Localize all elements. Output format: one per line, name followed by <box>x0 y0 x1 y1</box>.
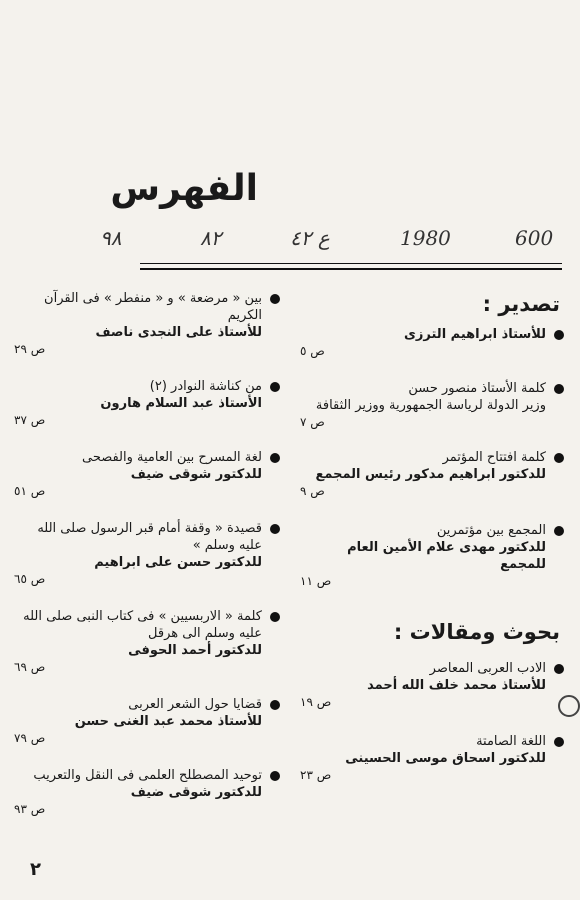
header-rule-thin <box>140 263 562 264</box>
entry-title: المجمع بين مؤتمرين <box>436 523 546 538</box>
entry-page: ص ٢٩ <box>14 342 46 356</box>
entry-title: من كناشة النوادر (٢) <box>149 379 262 394</box>
entry-author: للدكتور ابراهيم مدكور رئيس المجمع <box>315 467 546 482</box>
page-title: الفهرس <box>110 168 258 209</box>
toc-entry <box>14 608 284 676</box>
entry-author: الأستاذ عبد السلام هارون <box>100 396 262 411</box>
bullet-icon <box>554 330 564 340</box>
handwritten-note-1: 600 <box>515 226 554 250</box>
entry-author: للدكتور اسحاق موسى الحسينى <box>345 751 546 766</box>
bullet-icon <box>554 384 564 394</box>
entry-author: للدكتور شوقى ضيف <box>130 785 262 800</box>
entry-title: لغة المسرح بين العامية والفصحى <box>81 450 262 465</box>
toc-entry <box>14 290 284 358</box>
bullet-icon <box>270 382 280 392</box>
entry-page: ص ١١ <box>300 574 332 588</box>
bullet-icon <box>270 700 280 710</box>
entry-title: قضايا حول الشعر العربى <box>128 697 262 712</box>
handwritten-note-5: ٩٨ <box>100 226 122 250</box>
bullet-icon <box>554 664 564 674</box>
toc-entry <box>300 660 568 711</box>
section-heading-research: بحوث ومقالات : <box>393 620 560 644</box>
entry-author: للدكتور شوقى ضيف <box>130 467 262 482</box>
toc-entry <box>300 380 568 431</box>
entry-author: للدكتور مهدى علام الأمين العام للمجمع <box>347 540 546 572</box>
handwritten-note-4: ٨٢ <box>200 226 222 250</box>
toc-entry <box>300 733 568 784</box>
toc-entry <box>14 449 284 500</box>
entry-title: قصيدة « وقفة أمام قبر الرسول صلى الله عليه وسلم » <box>37 521 262 553</box>
entry-author: للأستاذ على النجدى ناصف <box>95 325 262 340</box>
toc-entry <box>300 326 568 360</box>
toc-entry <box>300 522 568 590</box>
bullet-icon <box>270 524 280 534</box>
header-rule-thick <box>140 268 562 270</box>
entry-author: للأستاذ محمد خلف الله أحمد <box>367 678 546 693</box>
toc-entry <box>14 378 284 429</box>
toc-entry <box>14 767 284 818</box>
entry-title: الادب العربى المعاصر <box>429 661 546 676</box>
toc-entry <box>14 520 284 588</box>
entry-title: بين « مرضعة » و « منفطر » فى القرآن الكريم <box>44 291 262 323</box>
entry-title: كلمة افتتاح المؤتمر <box>442 450 546 465</box>
handwritten-note-3: ع ٤٢ <box>290 226 330 250</box>
bullet-icon <box>270 612 280 622</box>
toc-entry <box>14 696 284 747</box>
left-column <box>14 290 284 818</box>
entry-page: ص ٢٣ <box>300 768 332 782</box>
entry-page: ص ٧٩ <box>14 731 46 745</box>
entry-title: توحيد المصطلح العلمى فى النقل والتعريب <box>33 768 262 783</box>
entry-page: ص ٣٧ <box>14 413 46 427</box>
section-heading-preface: تصدير : <box>482 292 560 316</box>
bullet-icon <box>554 737 564 747</box>
entry-page: ص ٩٣ <box>14 802 46 816</box>
entry-page: ص ٦٩ <box>14 660 46 674</box>
entry-page: ص ١٩ <box>300 695 332 709</box>
entry-page: ص ٥ <box>300 344 325 358</box>
entry-page: ص ٥١ <box>14 484 46 498</box>
entry-title: كلمة الأستاذ منصور حسن <box>408 381 546 396</box>
handwritten-note-2: 1980 <box>400 226 451 250</box>
right-column <box>300 282 568 784</box>
entry-author: للدكتور أحمد الحوفى <box>128 643 262 658</box>
entry-page: ص ٦٥ <box>14 572 46 586</box>
entry-subtitle: وزير الدولة لرياسة الجمهورية ووزير الثقافة <box>315 398 546 413</box>
bullet-icon <box>270 771 280 781</box>
entry-title: كلمة « الاربسيين » فى كتاب النبى صلى الله عليه وسلم الى هرقل <box>23 609 262 641</box>
entry-title: اللغة الصامتة <box>476 734 546 749</box>
bullet-icon <box>554 526 564 536</box>
entry-page: ص ٩ <box>300 484 325 498</box>
toc-entry <box>300 449 568 500</box>
entry-page: ص ٧ <box>300 415 325 429</box>
page-number: ٢ <box>30 859 41 880</box>
entry-author: للأستاذ محمد عبد الغنى حسن <box>74 714 262 729</box>
entry-author: للدكتور حسن على ابراهيم <box>94 555 262 570</box>
bullet-icon <box>270 294 280 304</box>
bullet-icon <box>270 453 280 463</box>
entry-author: للأستاذ ابراهيم الترزى <box>404 327 546 342</box>
margin-circle-mark <box>558 695 580 717</box>
bullet-icon <box>554 453 564 463</box>
